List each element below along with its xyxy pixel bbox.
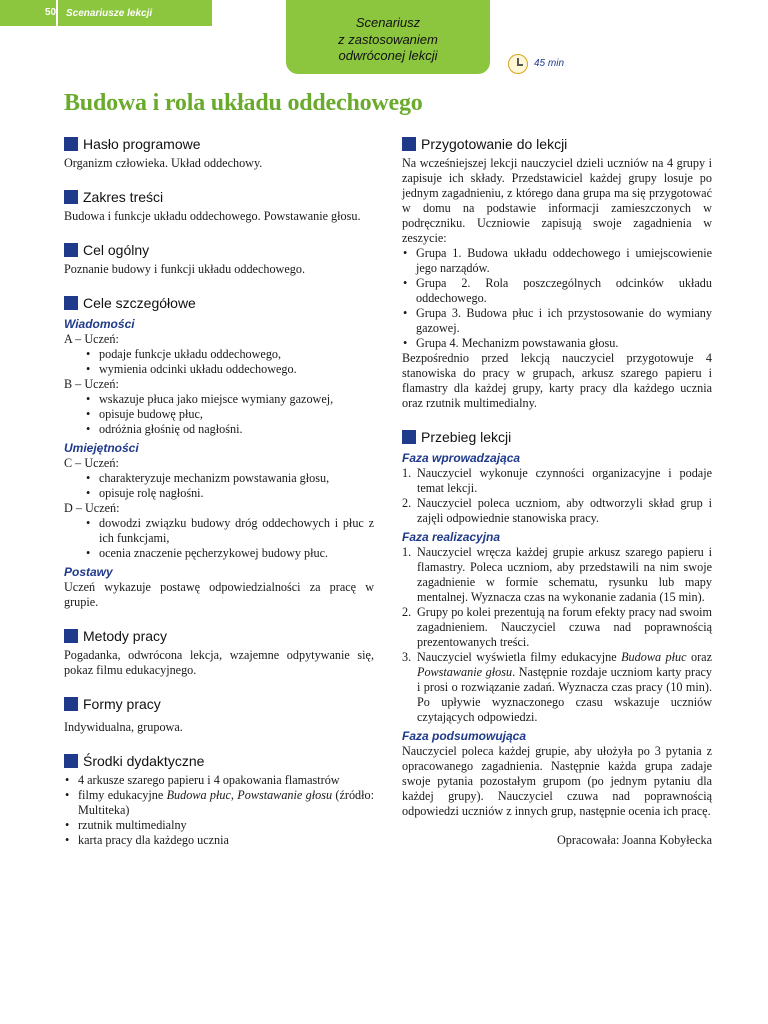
list-item: • Grupa 3. Budowa płuc i ich przystosowanie do wymiany gazowej. bbox=[402, 306, 712, 336]
list-item: • opisuje budowę płuc, bbox=[64, 407, 374, 422]
przygotowanie-intro: Na wcześniejszej lekcji nauczyciel dzieli uczniów na 4 grupy i zapisuje ich składy. Przedstawiciel każdej grupy losuje po jednym zagadnieniu, z którego dana grupa ma się przygotować w domu na podstawie informacji zamieszczonych w podręczniku. Uczniowie zapisują swoje zagadnienia w zeszycie: bbox=[402, 156, 712, 245]
list-item: 3. Nauczyciel wyświetla filmy edukacyjne Budowa płuc oraz Powstawanie głosu. Następnie rozdaje uczniom karty pracy i prosi o rozwiązanie zadań. Wyznacza czas pracy (10 min). Po upływie wyznaczonego czasu wskazuje uczniów czytających odpowiedzi. bbox=[402, 650, 712, 724]
list-item: • opisuje rolę nagłośni. bbox=[64, 486, 374, 501]
square-bullet-icon bbox=[64, 754, 78, 768]
square-bullet-icon bbox=[64, 296, 78, 310]
list-item: 2. Nauczyciel poleca uczniom, aby odtworzyli skład grup i zajęli odpowiednie stanowiska pracy. bbox=[402, 496, 712, 525]
film-title: Powstawanie głosu bbox=[417, 665, 513, 679]
square-bullet-icon bbox=[64, 697, 78, 711]
subheading-wiadomosci: Wiadomości bbox=[64, 317, 135, 331]
list-item: • ocenia znaczenie pęcherzykowej budowy płuc. bbox=[64, 546, 374, 561]
author-credit: Opracowała: Joanna Kobyłecka bbox=[557, 833, 712, 847]
postawy-text: Uczeń wykazuje postawę odpowiedzialności za pracę w grupie. bbox=[64, 580, 374, 609]
goal-a-list bbox=[64, 347, 374, 377]
header-bar bbox=[0, 0, 212, 26]
cel-ogolny-text: Poznanie budowy i funkcji układu oddechowego. bbox=[64, 262, 305, 276]
subheading-faza-wprowadzajaca: Faza wprowadzająca bbox=[402, 451, 521, 465]
square-bullet-icon bbox=[64, 190, 78, 204]
list-item: • rzutnik multimedialny bbox=[64, 818, 374, 833]
page-title: Budowa i rola układu oddechowego bbox=[64, 90, 423, 116]
list-item: • 4 arkusze szarego papieru i 4 opakowania flamastrów bbox=[64, 773, 374, 788]
faza-podsumowujaca-text: Nauczyciel poleca każdej grupie, aby ułożyła po 3 pytania z opracowanego zagadnienia. Następnie każda grupa zadaje swoje pytania pozostałym grupom (po jednym pytaniu dla każdej grupy). Nauczyciel czuwa nad poprawnością odpowiedzi uczniów z innych grup, następnie ocenia ich pracę. bbox=[402, 744, 712, 818]
list-item: • Grupa 1. Budowa układu oddechowego i umiejscowienie jego narządów. bbox=[402, 246, 712, 276]
formy-text: Indywidualna, grupowa. bbox=[64, 720, 183, 734]
list-item: 1. Nauczyciel wręcza każdej grupie arkusz szarego papieru i flamastry. Poleca uczniom, aby przedstawili na nim swoje zagadnienie w formie schematu, rysunku lub mapy mentalnej. Wyznacza czas na wykonanie zadania (15 min). bbox=[402, 545, 712, 604]
haslo-text: Organizm człowieka. Układ oddechowy. bbox=[64, 156, 263, 170]
subheading-faza-podsumowujaca: Faza podsumowująca bbox=[402, 729, 527, 743]
list-item: • filmy edukacyjne Budowa płuc, Powstawanie głosu (źródło: Multiteka) bbox=[64, 788, 374, 818]
film-title: Powstawanie głosu bbox=[237, 788, 333, 802]
list-item: • dowodzi związku budowy dróg oddechowych i płuc z ich funkcjami, bbox=[64, 516, 374, 546]
heading-cele: Cele szczegółowe bbox=[64, 293, 374, 313]
list-item: • odróżnia głośnię od nagłośni. bbox=[64, 422, 374, 437]
heading-przygotowanie: Przygotowanie do lekcji bbox=[402, 134, 712, 154]
square-bullet-icon bbox=[64, 243, 78, 257]
przygotowanie-outro: Bezpośrednio przed lekcją nauczyciel przygotowuje 4 stanowiska do pracy w grupach, arkusz szarego papieru i flamastry dla każdej grupy, karty pracy dla każdego ucznia oraz rzutnik multimedialny. bbox=[402, 351, 712, 410]
left-column bbox=[64, 134, 374, 848]
groups-list bbox=[402, 246, 712, 351]
srodki-list bbox=[64, 773, 374, 848]
heading-cel-ogolny: Cel ogólny bbox=[64, 240, 374, 260]
goal-d-list bbox=[64, 516, 374, 561]
list-item: • wymienia odcinki układu oddechowego. bbox=[64, 362, 374, 377]
heading-srodki: Środki dydaktyczne bbox=[64, 751, 374, 771]
subheading-umiejetnosci: Umiejętności bbox=[64, 441, 139, 455]
list-item: • Grupa 2. Rola poszczególnych odcinków układu oddechowego. bbox=[402, 276, 712, 306]
page-number: 50 bbox=[45, 7, 57, 18]
heading-zakres: Zakres treści bbox=[64, 187, 374, 207]
list-item: 2. Grupy po kolei prezentują na forum efekty pracy nad swoim zagadnieniem. Nauczyciel czuwa nad poprawnością prezentowanych treści. bbox=[402, 605, 712, 649]
scenario-tab bbox=[286, 0, 490, 74]
goal-b-list bbox=[64, 392, 374, 437]
subheading-postawy: Postawy bbox=[64, 565, 113, 579]
heading-metody: Metody pracy bbox=[64, 626, 374, 646]
heading-przebieg: Przebieg lekcji bbox=[402, 427, 712, 447]
scenario-line-1: Scenariusz bbox=[355, 15, 421, 30]
section-name: Scenariusze lekcji bbox=[66, 7, 153, 19]
list-item: • podaje funkcje układu oddechowego, bbox=[64, 347, 374, 362]
film-title: Budowa płuc bbox=[166, 788, 231, 802]
metody-text: Pogadanka, odwrócona lekcja, wzajemne odpytywanie się, pokaz filmu edukacyjnego. bbox=[64, 648, 374, 677]
film-title: Budowa płuc bbox=[621, 650, 687, 664]
zakres-text: Budowa i funkcje układu oddechowego. Powstawanie głosu. bbox=[64, 209, 361, 223]
faza-wprowadzajaca-list bbox=[402, 466, 712, 526]
square-bullet-icon bbox=[64, 137, 78, 151]
clock-icon bbox=[508, 54, 528, 74]
list-item: • wskazuje płuca jako miejsce wymiany gazowej, bbox=[64, 392, 374, 407]
faza-realizacyjna-list bbox=[402, 545, 712, 725]
goal-d-label: D – Uczeń: bbox=[64, 501, 120, 515]
duration-label: 45 min bbox=[534, 58, 565, 69]
goal-b-label: B – Uczeń: bbox=[64, 377, 119, 391]
goal-c-label: C – Uczeń: bbox=[64, 456, 119, 470]
subheading-faza-realizacyjna: Faza realizacyjna bbox=[402, 530, 501, 544]
scenario-line-2: z zastosowaniem bbox=[338, 31, 438, 47]
goal-a-label: A – Uczeń: bbox=[64, 332, 119, 346]
list-item: • karta pracy dla każdego ucznia bbox=[64, 833, 374, 848]
square-bullet-icon bbox=[402, 430, 416, 444]
right-column bbox=[402, 134, 712, 848]
square-bullet-icon bbox=[64, 629, 78, 643]
list-item: • charakteryzuje mechanizm powstawania głosu, bbox=[64, 471, 374, 486]
list-item: 1. Nauczyciel wykonuje czynności organizacyjne i podaje temat lekcji. bbox=[402, 466, 712, 495]
list-item: • Grupa 4. Mechanizm powstawania głosu. bbox=[402, 336, 712, 351]
heading-haslo: Hasło programowe bbox=[64, 134, 374, 154]
scenario-line-3: odwróconej lekcji bbox=[338, 48, 438, 63]
goal-c-list bbox=[64, 471, 374, 501]
heading-formy: Formy pracy bbox=[64, 694, 374, 714]
square-bullet-icon bbox=[402, 137, 416, 151]
